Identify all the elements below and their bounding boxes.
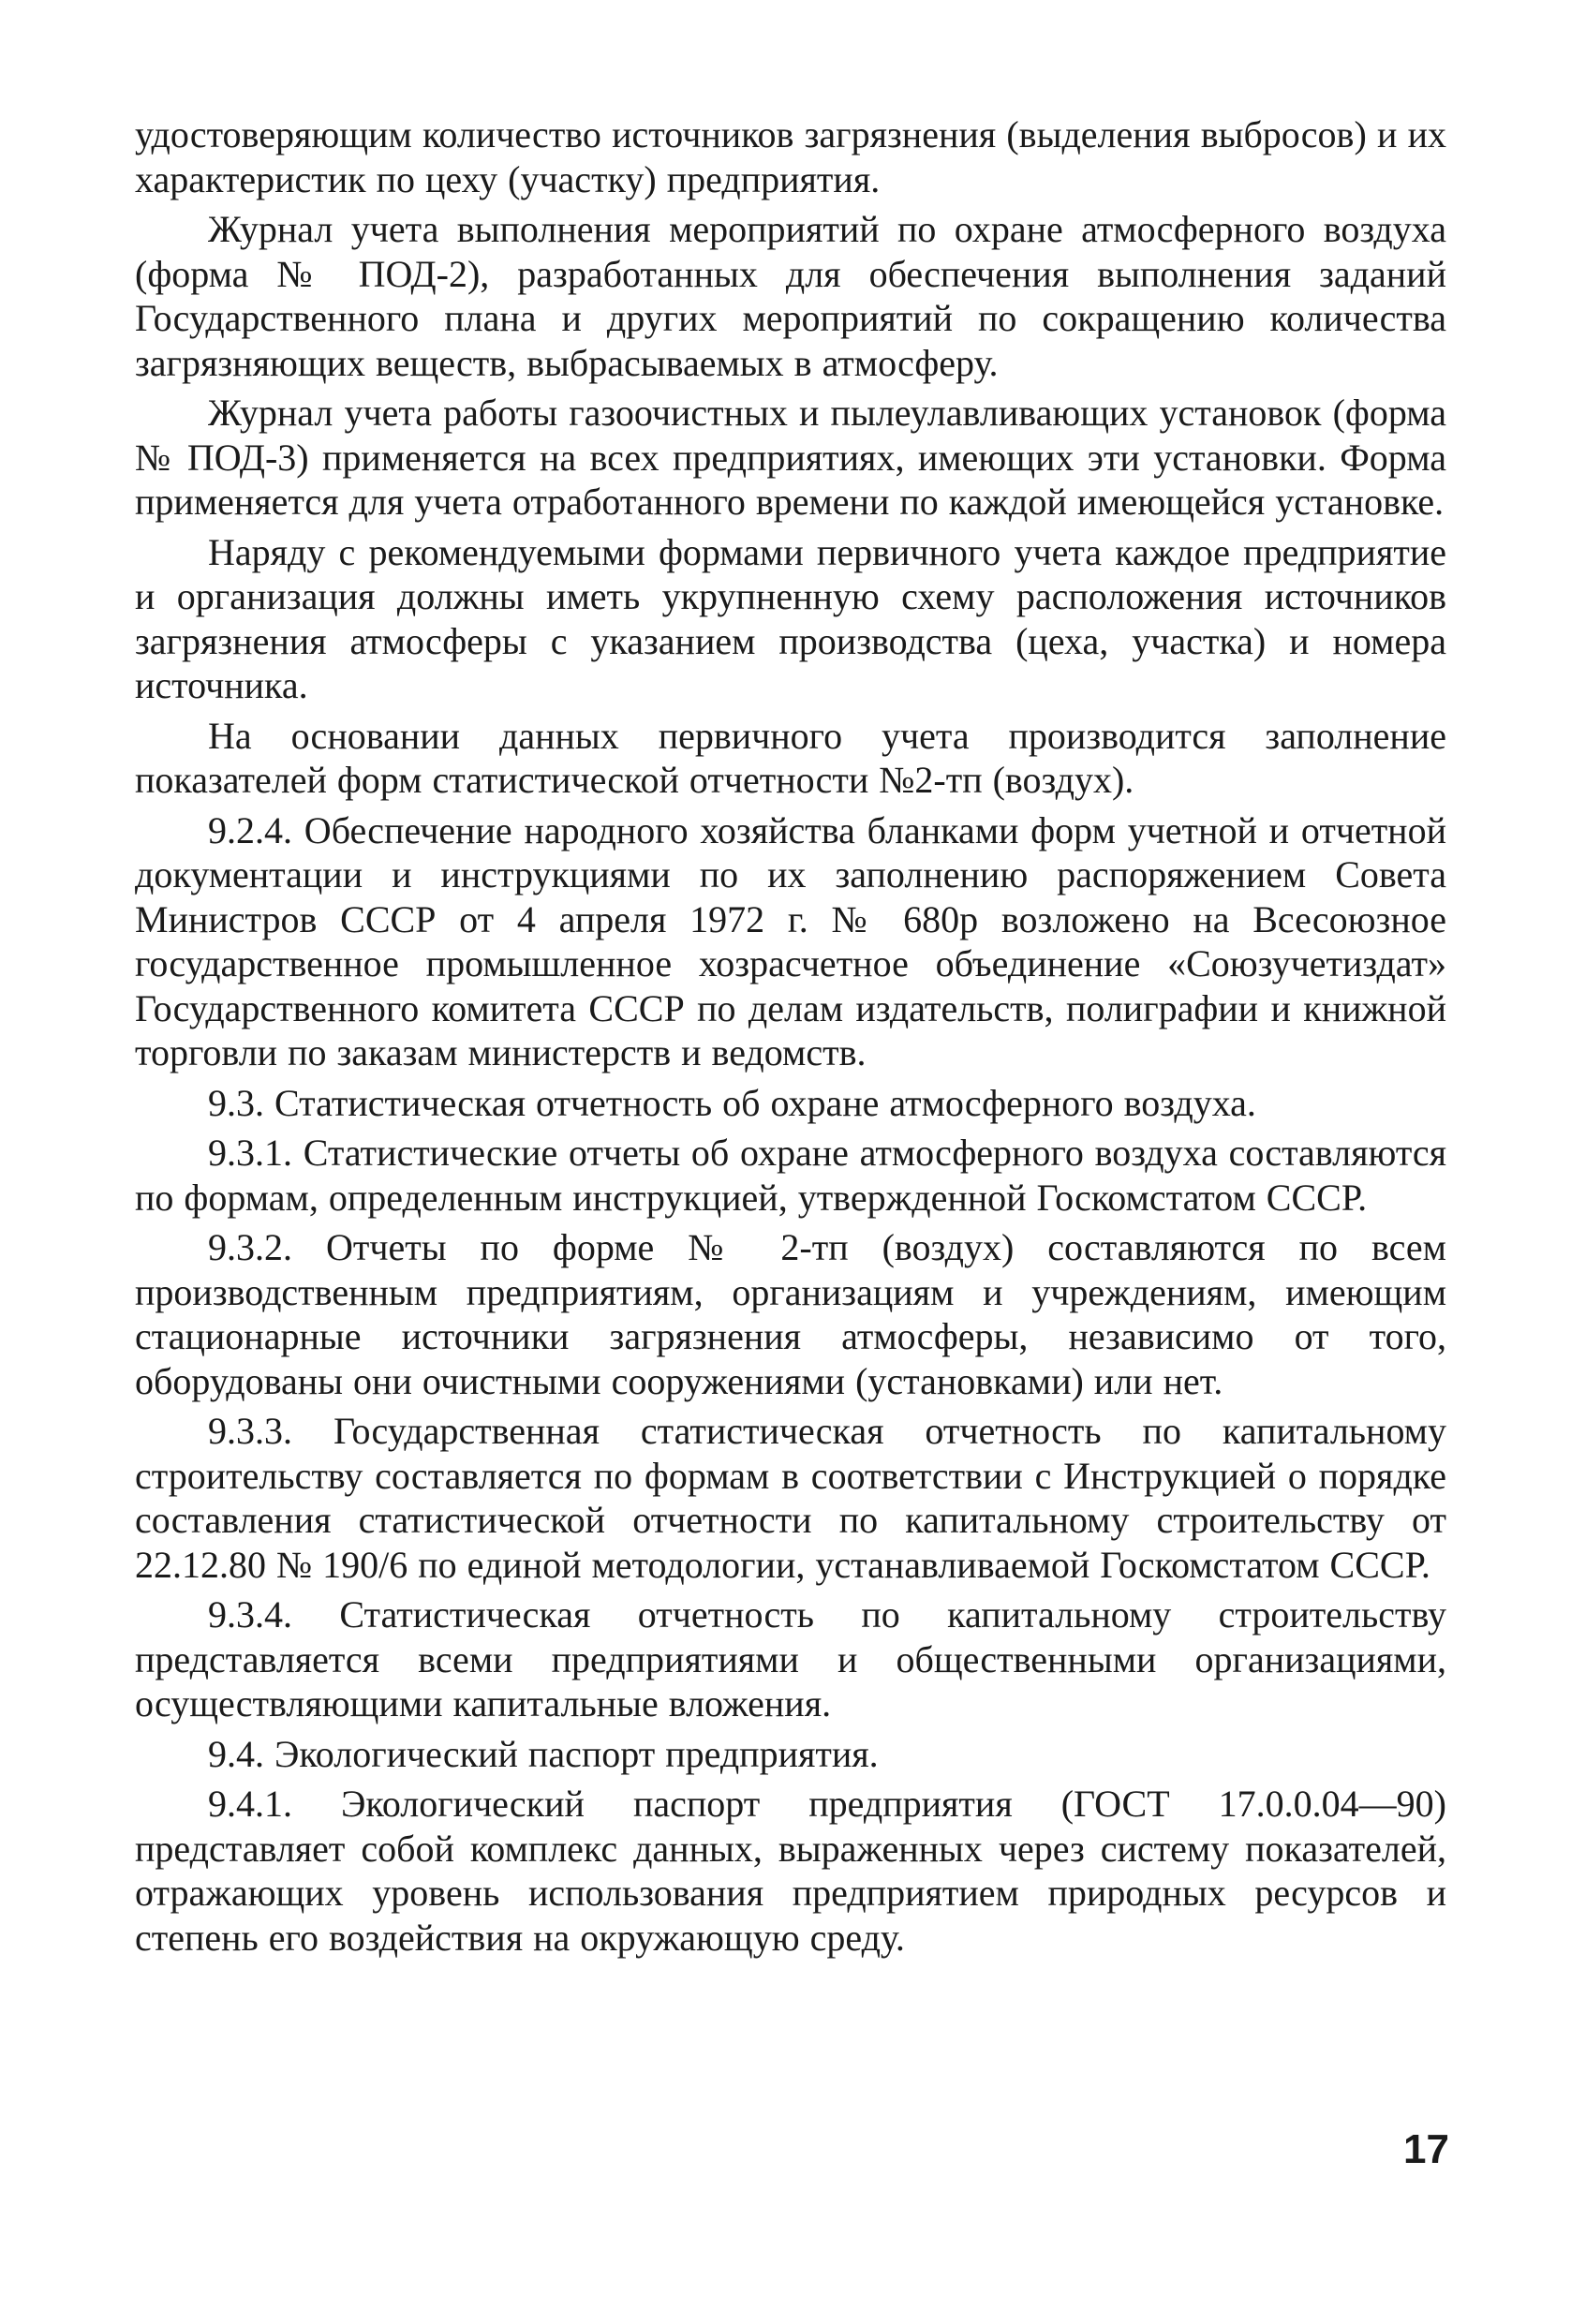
page-body <box>135 112 1446 1965</box>
paragraph-primary-data: На основании данных первичного учета производится заполнение показателей форм статистической отчетности №2-тп (воздух). <box>135 714 1446 801</box>
paragraph-9-4: 9.4. Экологический паспорт предприятия. <box>208 1732 879 1775</box>
paragraph-journal-pod3: Журнал учета работы газоочистных и пылеулавливающих установок (форма № ПОД-3) применяется на всех предприятиях, имеющих эти установки. Форма применяется для учета отработанного времени по каждой имеющейся установке. <box>135 392 1446 523</box>
paragraph-9-3-3: 9.3.3. Государственная статистическая отчетность по капитальному строительству составляется по формам в соответствии с Инструкцией о порядке составления статистической отчетности по капитальному строительству от 22.12.80 № 190/6 по единой методологии, устанавливаемой Госкомстатом СССР. <box>135 1410 1446 1586</box>
paragraph-9-3-2: 9.3.2. Отчеты по форме № 2-тп (воздух) составляются по всем производственным предприятиям, организациям и учреждениям, имеющим стационарные источники загрязнения атмосферы, независимо от того, оборудованы они очистными сооружениями (установками) или нет. <box>135 1226 1446 1402</box>
paragraph-journal-pod2: Журнал учета выполнения мероприятий по охране атмосферного воздуха (форма № ПОД-2), разработанных для обеспечения выполнения заданий Государственного плана и других мероприятий по сокращению количества загрязняющих веществ, выбрасываемых в атмосферу. <box>135 208 1446 384</box>
paragraph-source-scheme: Наряду с рекомендуемыми формами первичного учета каждое предприятие и организация должны иметь укрупненную схему расположения источников загрязнения атмосферы с указанием производства (цеха, участка) и номера источника. <box>135 530 1446 706</box>
paragraph-9-3-4: 9.3.4. Статистическая отчетность по капитальному строительству представляется всеми предприятиями и общественными организациями, осуществляющими капитальные вложения. <box>135 1593 1446 1724</box>
page-number: 17 <box>1403 2126 1449 2172</box>
paragraph-9-4-1: 9.4.1. Экологический паспорт предприятия (ГОСТ 17.0.0.04—90) представляет собой комплекс данных, выраженных через систему показателей, отражающих уровень использования предприятием природных ресурсов и степень его воздействия на окружающую среду. <box>135 1783 1446 1959</box>
paragraph-9-3-1: 9.3.1. Статистические отчеты об охране атмосферного воздуха составляются по формам, определенным инструкцией, утвержденной Госкомстатом СССР. <box>135 1132 1446 1219</box>
paragraph-9-3: 9.3. Статистическая отчетность об охране атмосферного воздуха. <box>208 1081 1256 1124</box>
paragraph-9-2-4: 9.2.4. Обеспечение народного хозяйства бланками форм учетной и отчетной документации и инструкциями по их заполнению распоряжением Совета Министров СССР от 4 апреля 1972 г. № 680р возложено на Всесоюзное государственное промышленное хозрасчетное объединение «Союзучетиздат» Государственного комитета СССР по делам издательств, полиграфии и книжной торговли по заказам министерств и ведомств. <box>135 808 1446 1073</box>
paragraph-continuation: удостоверяющим количество источников загрязнения (выделения выбросов) и их характеристик по цеху (участку) предприятия. <box>135 113 1446 200</box>
